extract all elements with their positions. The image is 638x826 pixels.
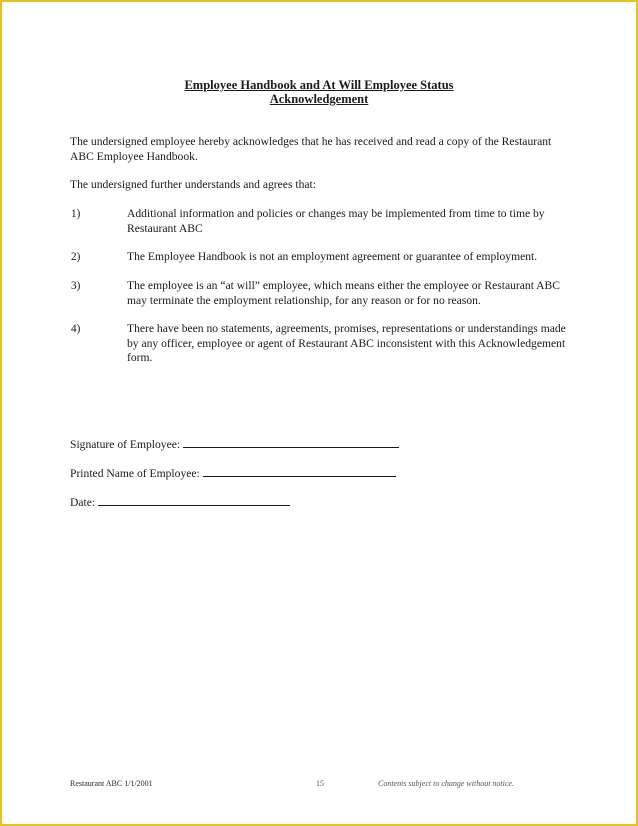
printed-name-line[interactable] <box>203 466 396 477</box>
signature-field <box>70 437 399 452</box>
list-item-number: 4) <box>71 323 81 335</box>
printed-name-field <box>70 466 396 481</box>
printed-name-label: Printed Name of Employee: <box>70 467 200 480</box>
signature-line[interactable] <box>183 437 399 448</box>
footer-page-number: 15 <box>316 779 324 788</box>
date-line[interactable] <box>98 495 290 506</box>
list-item-number: 1) <box>71 208 81 220</box>
list-item-text: Additional information and policies or changes may be implemented from time to time by Restaurant ABC <box>127 207 545 235</box>
footer-left-text: Restaurant ABC 1/1/2001 <box>70 779 153 788</box>
list-item-number: 2) <box>71 251 81 263</box>
document-title: Employee Handbook and At Will Employee Status <box>184 78 454 92</box>
list-item-number: 3) <box>71 280 81 292</box>
footer-right-text: Contents subject to change without notice. <box>378 779 514 788</box>
document-subtitle: Acknowledgement <box>269 92 369 106</box>
list-item-text: The Employee Handbook is not an employment agreement or guarantee of employment. <box>127 250 538 263</box>
list-item-text: The employee is an “at will” employee, which means either the employee or Restaurant ABC may terminate the employment relationship, for any reason or for no reason. <box>127 279 561 307</box>
date-label: Date: <box>70 496 96 509</box>
agreement-lead-in: The undersigned further understands and agrees that: <box>70 178 316 191</box>
list-item-text: There have been no statements, agreements, promises, representations or understandings made by any officer, employee or agent of Restaurant ABC inconsistent with this Acknowledgement form. <box>127 322 566 364</box>
date-field <box>70 495 290 510</box>
signature-label: Signature of Employee: <box>70 438 181 451</box>
intro-paragraph: The undersigned employee hereby acknowledges that he has received and read a copy of the Restaurant ABC Employee Handbook. <box>70 135 552 163</box>
